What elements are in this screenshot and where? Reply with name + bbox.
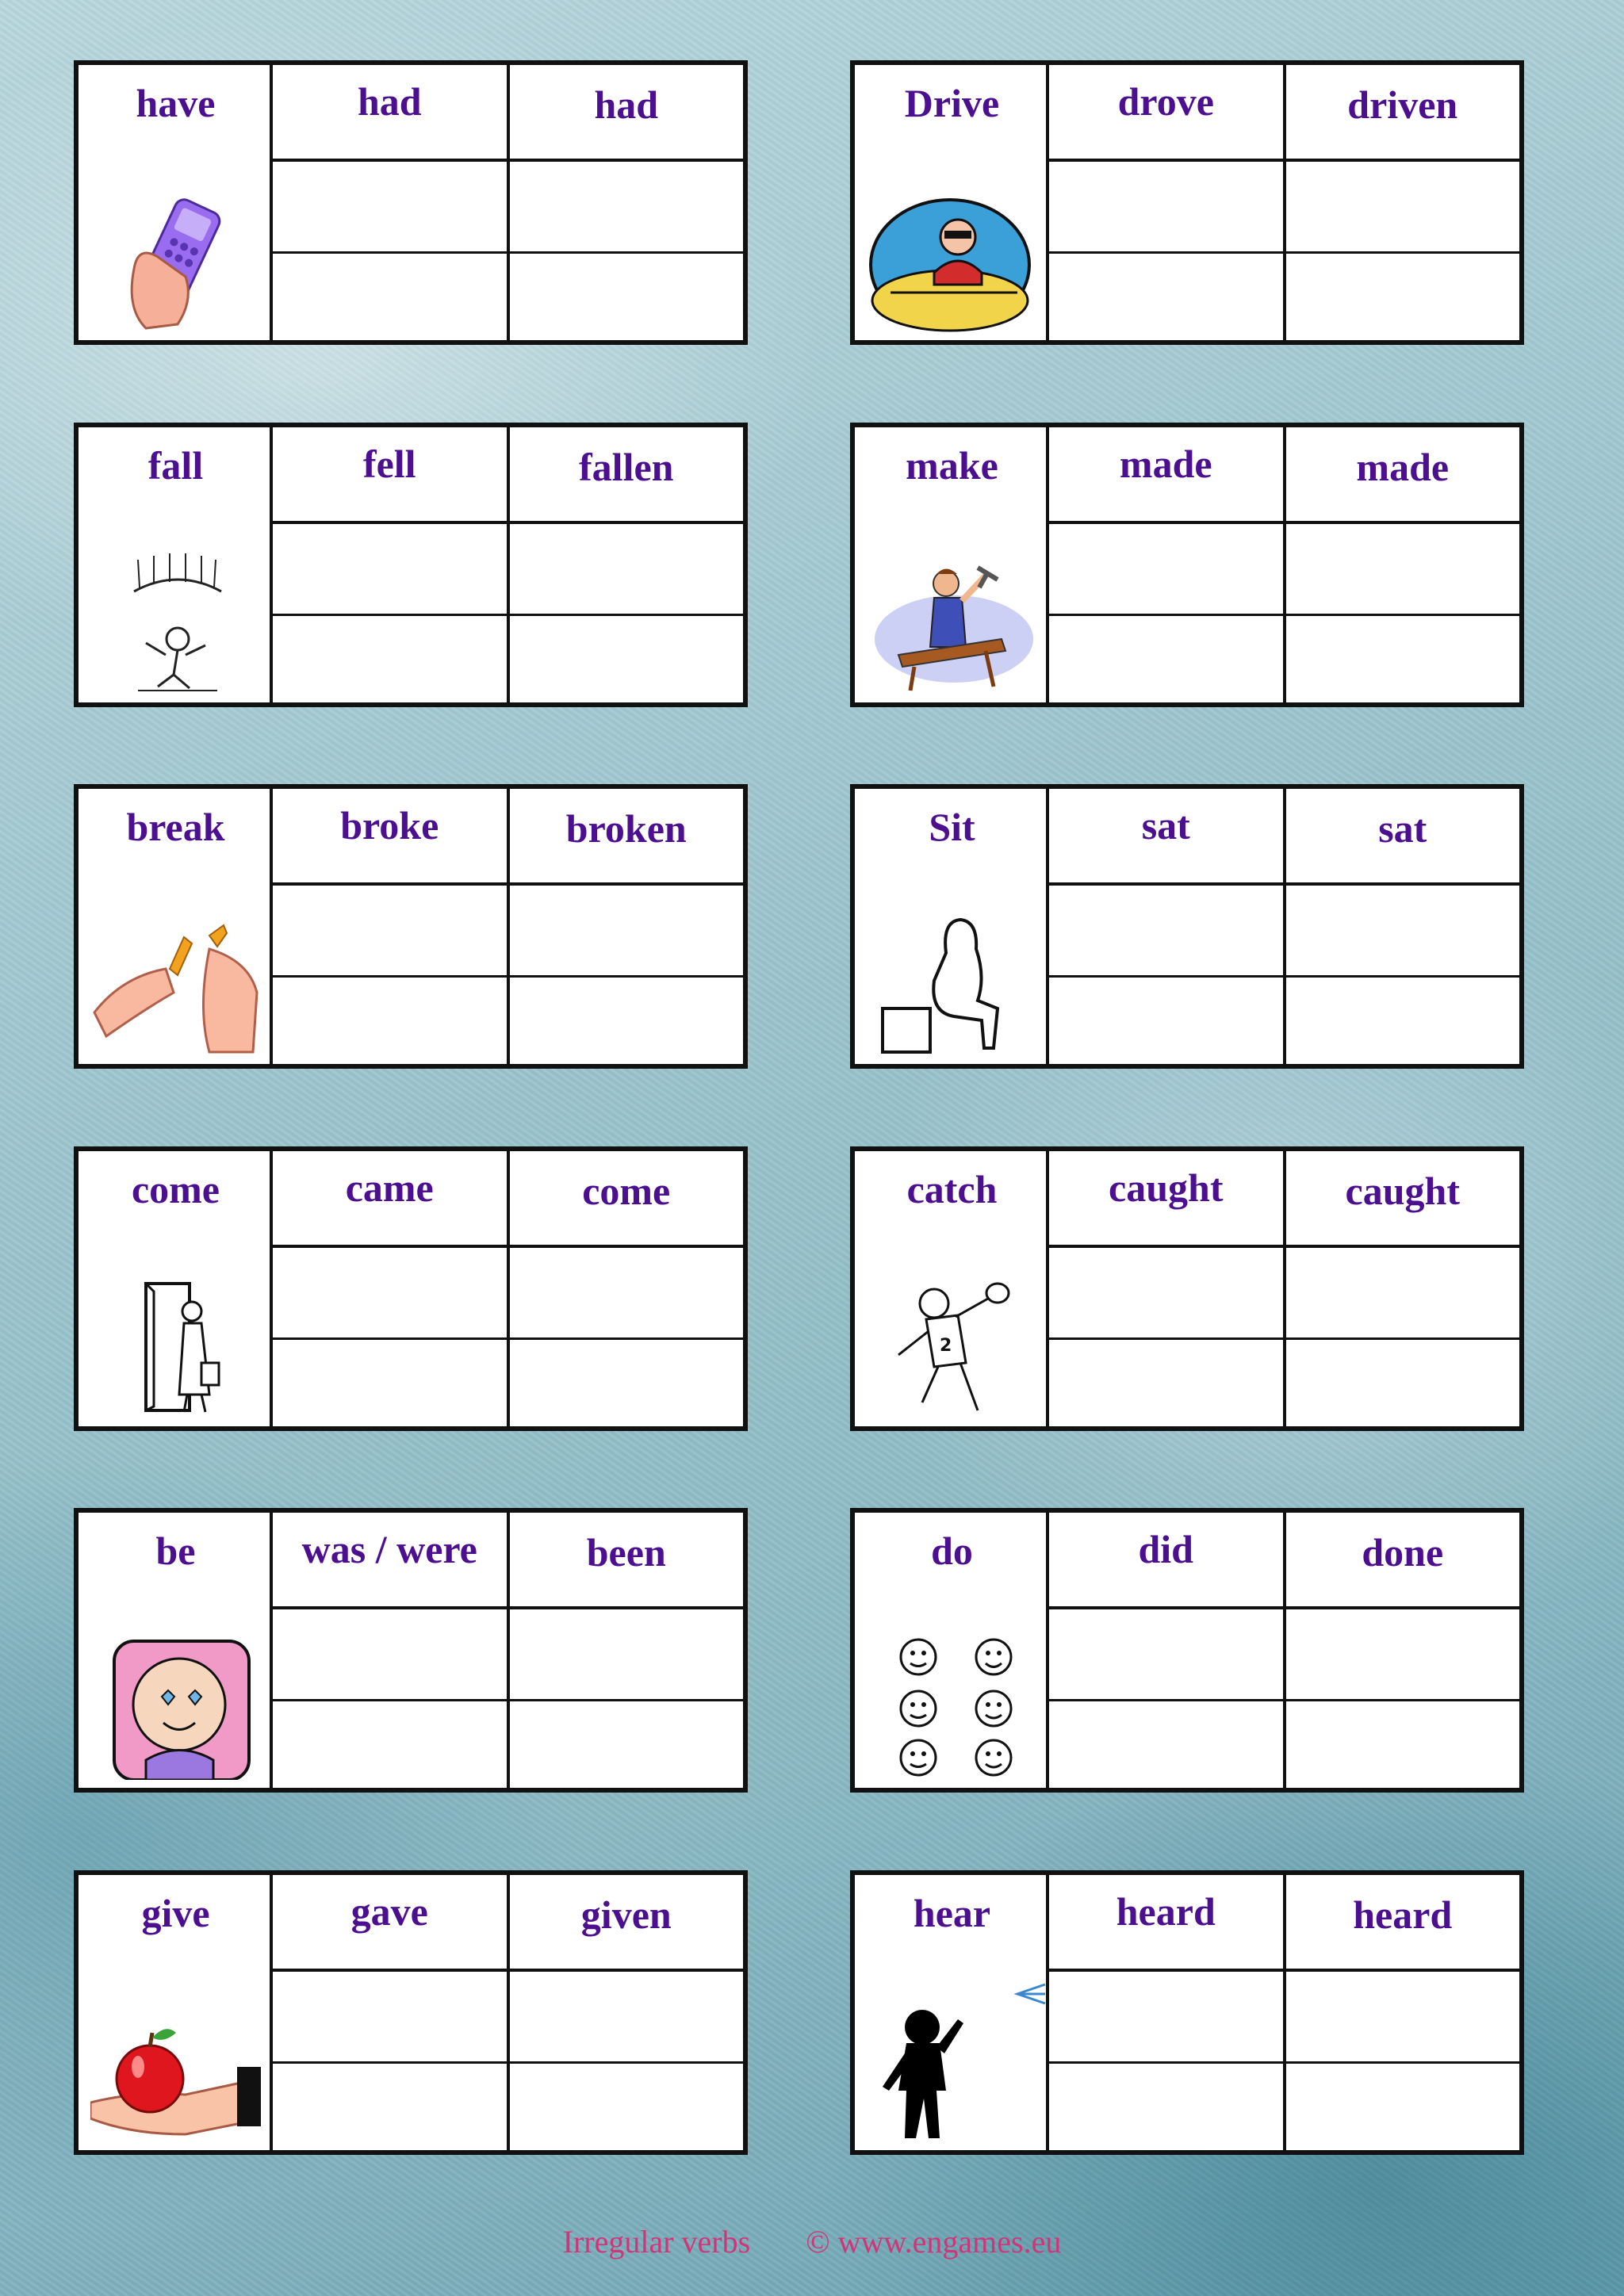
answer-cell[interactable]: [1049, 2064, 1286, 2150]
verb-base: Drive: [904, 81, 1000, 125]
answer-cell[interactable]: [273, 886, 510, 975]
verb-base: come: [131, 1167, 220, 1211]
sitting-person-icon: [867, 905, 1037, 1056]
verb-card-have: [74, 60, 748, 345]
header-row: [273, 1151, 743, 1248]
answer-cell[interactable]: [1049, 978, 1286, 1064]
past-participle-cell: broken: [565, 806, 687, 851]
carpenter-icon: [867, 544, 1037, 695]
verb-card-be: [74, 1508, 748, 1793]
answer-cell[interactable]: [1286, 1701, 1520, 1788]
verb-base: fall: [147, 443, 204, 488]
answer-cell[interactable]: [510, 1248, 744, 1337]
answer-row: [1049, 616, 1519, 702]
svg-text:2: 2: [940, 1336, 952, 1356]
past-simple-cell: had: [273, 65, 510, 159]
past-participle-cell: done: [1362, 1530, 1444, 1575]
verb-card-hear: [850, 1870, 1524, 2155]
answer-cell[interactable]: [1049, 1609, 1286, 1699]
verb-picture-column: [79, 427, 273, 702]
verb-base: Sit: [929, 805, 975, 849]
footer: [0, 2223, 1624, 2260]
verb-base: make: [906, 443, 998, 488]
answer-cell[interactable]: [510, 162, 744, 251]
verb-base: have: [136, 81, 216, 125]
verb-base: give: [141, 1891, 210, 1935]
answer-cell[interactable]: [1049, 254, 1286, 340]
answer-cell[interactable]: [510, 616, 744, 702]
past-simple-cell: came: [273, 1151, 510, 1245]
verb-card-sit: [850, 784, 1524, 1069]
answer-cell[interactable]: [1049, 524, 1286, 614]
answer-cell[interactable]: [1049, 1340, 1286, 1426]
answer-row: [273, 162, 743, 254]
header-row: [273, 65, 743, 162]
answer-cell[interactable]: [510, 1972, 744, 2061]
answer-cell[interactable]: [1286, 254, 1520, 340]
answer-cell[interactable]: [510, 254, 744, 340]
header-row: [1049, 1151, 1519, 1248]
answer-cell[interactable]: [510, 1340, 744, 1426]
header-row: [1049, 1513, 1519, 1609]
answer-cell[interactable]: [273, 162, 510, 251]
header-row: [1049, 65, 1519, 162]
answer-cell[interactable]: [1286, 1340, 1520, 1426]
falling-person-icon: [90, 544, 261, 695]
answer-row: [1049, 1701, 1519, 1788]
answer-row: [1049, 1609, 1519, 1701]
header-row: [273, 427, 743, 524]
header-row: [1049, 427, 1519, 524]
answer-row: [1049, 1248, 1519, 1340]
answer-cell[interactable]: [510, 1609, 744, 1699]
answer-row: [273, 524, 743, 616]
answer-cell[interactable]: [1286, 524, 1520, 614]
woman-door-icon: [90, 1268, 261, 1418]
sound-waves-icon: [1009, 1978, 1049, 2010]
verb-base: hear: [913, 1891, 991, 1935]
footer-copyright-link[interactable]: © www.engames.eu: [806, 2224, 1062, 2260]
answer-cell[interactable]: [1049, 616, 1286, 702]
verb-picture-column: [855, 65, 1049, 340]
car-driver-icon: [867, 182, 1037, 332]
verb-card-make: [850, 423, 1524, 707]
answer-cell[interactable]: [273, 254, 510, 340]
verb-card-give: [74, 1870, 748, 2155]
past-participle-cell: heard: [1353, 1892, 1453, 1937]
answer-cell[interactable]: [1049, 162, 1286, 251]
answer-cell[interactable]: [510, 1701, 744, 1788]
answer-cell[interactable]: [273, 978, 510, 1064]
past-simple-cell: caught: [1049, 1151, 1286, 1245]
past-participle-cell: fallen: [579, 445, 674, 489]
verb-card-drive: [850, 60, 1524, 345]
answer-cell[interactable]: [510, 2064, 744, 2150]
past-simple-cell: fell: [273, 427, 510, 521]
answer-cell[interactable]: [510, 524, 744, 614]
verb-base: do: [931, 1529, 973, 1573]
past-participle-cell: caught: [1345, 1169, 1460, 1213]
verb-picture-column: [855, 427, 1049, 702]
past-simple-cell: broke: [273, 789, 510, 882]
answer-row: [1049, 886, 1519, 978]
verb-card-fall: [74, 423, 748, 707]
answer-row: [273, 1609, 743, 1701]
answer-row: [1049, 524, 1519, 616]
answer-cell[interactable]: [1286, 1248, 1520, 1337]
answer-cell[interactable]: [273, 1972, 510, 2061]
verb-picture-column: [79, 789, 273, 1064]
header-row: [273, 1513, 743, 1609]
answer-row: [1049, 254, 1519, 340]
answer-cell[interactable]: [273, 1340, 510, 1426]
answer-row: [273, 886, 743, 978]
answer-row: [1049, 162, 1519, 254]
verb-picture-column: [79, 1151, 273, 1426]
verb-picture-column: [855, 789, 1049, 1064]
past-participle-cell: given: [580, 1892, 672, 1937]
header-row: [1049, 789, 1519, 886]
past-simple-cell: made: [1049, 427, 1286, 521]
answer-cell[interactable]: [1049, 1972, 1286, 2061]
answer-cell[interactable]: [273, 1609, 510, 1699]
answer-row: [1049, 1340, 1519, 1426]
past-simple-cell: heard: [1049, 1875, 1286, 1969]
past-simple-cell: did: [1049, 1513, 1286, 1606]
answer-cell[interactable]: [1049, 1248, 1286, 1337]
header-row: [273, 789, 743, 886]
verb-base: break: [126, 805, 225, 849]
past-simple-cell: sat: [1049, 789, 1286, 882]
answer-cell[interactable]: [273, 2064, 510, 2150]
header-row: [1049, 1875, 1519, 1972]
past-participle-cell: sat: [1378, 806, 1427, 851]
answer-row: [273, 978, 743, 1064]
past-participle-cell: made: [1356, 445, 1450, 489]
phone-in-hand-icon: [90, 182, 261, 332]
answer-cell[interactable]: [273, 1701, 510, 1788]
faces-icon: [867, 1629, 1037, 1780]
answer-cell[interactable]: [1286, 162, 1520, 251]
past-simple-cell: gave: [273, 1875, 510, 1969]
header-row: [273, 1875, 743, 1972]
verb-card-do: [850, 1508, 1524, 1793]
breaking-stick-icon: [90, 905, 261, 1056]
answer-cell[interactable]: [1286, 886, 1520, 975]
answer-row: [273, 1248, 743, 1340]
answer-row: [273, 616, 743, 702]
answer-cell[interactable]: [1049, 1701, 1286, 1788]
answer-cell[interactable]: [1286, 978, 1520, 1064]
answer-row: [1049, 978, 1519, 1064]
past-participle-cell: been: [586, 1530, 666, 1575]
answer-row: [273, 2064, 743, 2150]
answer-cell[interactable]: [273, 1248, 510, 1337]
verb-base: be: [155, 1529, 196, 1573]
past-simple-cell: drove: [1049, 65, 1286, 159]
answer-row: [273, 1340, 743, 1426]
verb-card-catch: [850, 1146, 1524, 1431]
verb-picture-column: [79, 1513, 273, 1788]
baby-face-icon: [90, 1629, 261, 1780]
past-participle-cell: had: [594, 82, 659, 127]
verb-picture-column: [79, 1875, 273, 2150]
answer-row: [1049, 2064, 1519, 2150]
answer-row: [1049, 1972, 1519, 2064]
verb-picture-column: [79, 65, 273, 340]
answer-cell[interactable]: [1286, 1972, 1520, 2061]
footer-title: Irregular verbs: [562, 2224, 751, 2260]
baseball-catch-icon: [867, 1268, 1037, 1418]
answer-cell[interactable]: [273, 616, 510, 702]
listening-silhouette-icon: [867, 1992, 1037, 2142]
answer-cell[interactable]: [1286, 616, 1520, 702]
answer-cell[interactable]: [1049, 886, 1286, 975]
answer-cell[interactable]: [510, 886, 744, 975]
answer-cell[interactable]: [1286, 1609, 1520, 1699]
answer-row: [273, 254, 743, 340]
answer-cell[interactable]: [273, 524, 510, 614]
verb-card-come: [74, 1146, 748, 1431]
answer-cell[interactable]: [1286, 2064, 1520, 2150]
verb-card-break: [74, 784, 748, 1069]
apple-hand-icon: [90, 1992, 261, 2142]
past-participle-cell: come: [582, 1169, 671, 1213]
verb-picture-column: [855, 1875, 1049, 2150]
verb-picture-column: [855, 1513, 1049, 1788]
past-simple-cell: was / were: [273, 1513, 510, 1606]
answer-row: [273, 1972, 743, 2064]
verb-base: catch: [906, 1167, 998, 1211]
answer-cell[interactable]: [510, 978, 744, 1064]
verb-picture-column: [855, 1151, 1049, 1426]
past-participle-cell: driven: [1347, 82, 1458, 127]
answer-row: [273, 1701, 743, 1788]
